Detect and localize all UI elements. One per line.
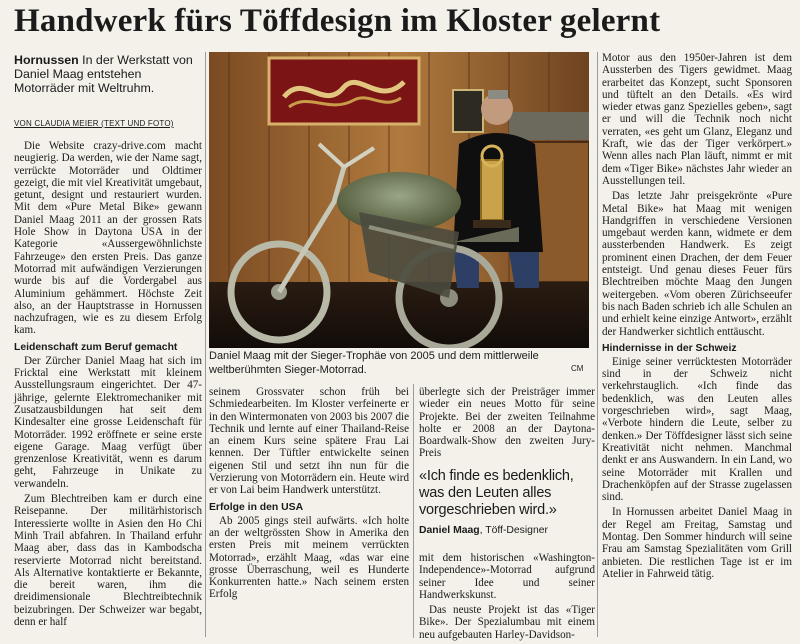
- column-divider: [597, 52, 598, 637]
- subheading: Leidenschaft zum Beruf gemacht: [14, 341, 178, 353]
- byline: VON CLAUDIA MEIER (TEXT UND FOTO): [14, 119, 174, 128]
- paragraph: Zum Blechtreiben kam er durch eine Reisepanne. Der militärhistorisch Interessierte wollte in Asien den Ho Chi Minh Trail abfahren. In Thailand erfuhr Maag aber, dass das in Kambodscha reservierte Motorrad nicht bereitstand. Als Alternative kontaktierte er Bekannte, die bereit waren, ihm die dreidimensionale Blechtreibtechnik beizubringen. Der Schweizer war begabt, denn er half: [14, 493, 202, 628]
- motorcycle-photo: [209, 52, 589, 348]
- column-3-continued: [419, 552, 595, 644]
- column-4: [602, 52, 792, 583]
- paragraph: überlegte sich der Preisträger immer wieder ein neues Motto für seine Projekte. Bei der zweiten Teilnahme holte er 2008 an der Daytona-Boardwalk-Show den zweiten Jury-Preis: [419, 386, 595, 460]
- paragraph: seinem Grossvater schon früh bei Schmiedearbeiten. Im Kloster verfeinerte er in den Wintermonaten von 2003 bis 2007 die Technik und lernte auf einer Thailand-Reise an einem Kurs seine spätere Frau Lai kennen. Der Tüftler entwickelte seinen eigenen Stil und setzt ihn nun für die Verzierung von Motorrädern ein. Heute wird er von Lai beim Handwerk unterstützt.: [209, 386, 409, 497]
- column-1: [14, 140, 202, 631]
- column-2: [209, 386, 409, 604]
- quote-author: Daniel Maag: [419, 525, 480, 536]
- pull-quote-attribution: [419, 525, 595, 536]
- paragraph: Das letzte Jahr preisgekrönte «Pure Metal Bike» hat Maag mit wenigen Handgriffen in verschiedene Versionen umgebaut werden kann, widmete er dem aussterbenden Handwerk. Es zeigt prominent einen Drachen, der dem Feuer entsteigt. Und genau dieses Feuer fürs Blechtreiben möchte Maag den Jungen weitergeben. «Vom oberen Zürichseeufer bis nach Baden schrieb ich alle Schulen an und erhielt keine einzige Antwort», erzählt der Handwerker sichtlich enttäuscht.: [602, 190, 792, 338]
- lead-text: [14, 53, 202, 96]
- subheading: Erfolge in den USA: [209, 501, 304, 513]
- column-divider: [413, 384, 414, 638]
- paragraph: Das neuste Projekt ist das «Tiger Bike». Der Spezialumbau mit einem neu aufgebauten Harley-Davidson-: [419, 604, 595, 641]
- photo-credit: CM: [571, 364, 584, 373]
- quote-role: , Töff-Designer: [479, 525, 548, 536]
- pull-quote-text: «Ich finde es bedenklich, was den Leuten alles vorgeschrieben wird.»: [419, 468, 574, 518]
- paragraph: In Hornussen arbeitet Daniel Maag in der Regel am Freitag, Samstag und Montag. Den Sommer hindurch will seine Frau am Samstag Spezialitäten vom Grill anbieten. Die restlichen Tage ist er im Atelier in Fahrweid tätig.: [602, 506, 792, 580]
- paragraph: Motor aus den 1950er-Jahren ist dem Aussterben des Tigers gewidmet. Maag erarbeitet das Konzept, sucht Sponsoren und tüftelt an den Details. «Es wird wieder etwas ganz Spezielles geben», sagt er und will die Technik noch nicht verraten, «es geht um Glanz, Eleganz und Kraft, wie das der Tiger verkörpert.» Wenn alles nach Plan läuft, nimmt er mit dem «Tiger Bike» nächstes Jahr wieder an Ausstellungen teil.: [602, 52, 792, 187]
- column-divider: [205, 52, 206, 637]
- lead-body: In der Werkstatt von Daniel Maag entstehen Motorräder mit Weltruhm.: [14, 53, 193, 96]
- column-3: [419, 386, 595, 463]
- article-photo: [209, 52, 589, 348]
- paragraph: Der Zürcher Daniel Maag hat sich im Fricktal eine Werkstatt mit kleinem Ausstellungsraum eingerichtet. Der 47-jährige, gelernte Elektromechaniker mit Zusatzausbildungen hat seit dem Kindesalter eine grosse Leidenschaft für Motorräder. 1992 eröffnete er seine erste eigene Garage. Maag verfügt über grenzenlose Kreativität, wenn es darum geht, Fahrzeuge in Unikate zu verwandeln.: [14, 354, 202, 490]
- headline: Handwerk fürs Töffdesign im Kloster gelernt: [14, 3, 661, 39]
- paragraph: mit dem historischen «Washington-Independence»-Motorrad aufgrund seiner Idee und seiner Handwerkskunst.: [419, 552, 595, 601]
- pull-quote: [419, 468, 595, 536]
- photo-caption: Daniel Maag mit der Sieger-Trophäe von 2005 und dem mittlerweile weltberühmten Sieger-Motorrad.: [209, 350, 539, 376]
- paragraph: Die Website crazy-drive.com macht neugierig. Da werden, wie der Name sagt, verrückte Motorräder und Oldtimer gezeigt, die mit viel Kreativität umgebaut, getunt, designt und restauriert wurden. Mit dem «Pure Metal Bike» gewann Daniel Maag 2011 an der grossen Rats Hole Show in Daytona USA in der Kategorie «Aussergewöhnlichste Fahrzeuge» den ersten Preis. Das ganze Motorrad mit aufwändigen Verzierungen wurde bis auf die Vordergabel aus Aluminium gehämmert. Höchste Zeit also, an der Hauptstrasse in Hornussen nachzufragen, wie es zu diesem Erfolg kam.: [14, 140, 202, 337]
- paragraph: Ab 2005 gings steil aufwärts. «Ich holte an der weltgrössten Show in Amerika den ersten Preis mit meinem verrückten Motorrad», erzählt Maag, «das war eine grosse Überraschung, weil es Hunderte Konkurrenten hatte.» Nach seinem ersten Erfolg: [209, 514, 409, 601]
- lead-place: Hornussen: [14, 53, 79, 67]
- subheading: Hindernisse in der Schweiz: [602, 342, 737, 354]
- paragraph: Einige seiner verrücktesten Motorräder sind in der Schweiz nicht verkehrstauglich. «Ich finde das bedenklich, was den Leuten alles vorgeschrieben wird», sagt Maag, «Verbote hindern die Leute, selber zu denken.» Der Töffdesigner lässt sich seine Kreativität nicht nehmen. Manchmal denkt er ans Auswandern. In ein Land, wo seine Motorräder mit Krallen und Drachenköpfen auf der Strasse zugelassen sind.: [602, 355, 792, 504]
